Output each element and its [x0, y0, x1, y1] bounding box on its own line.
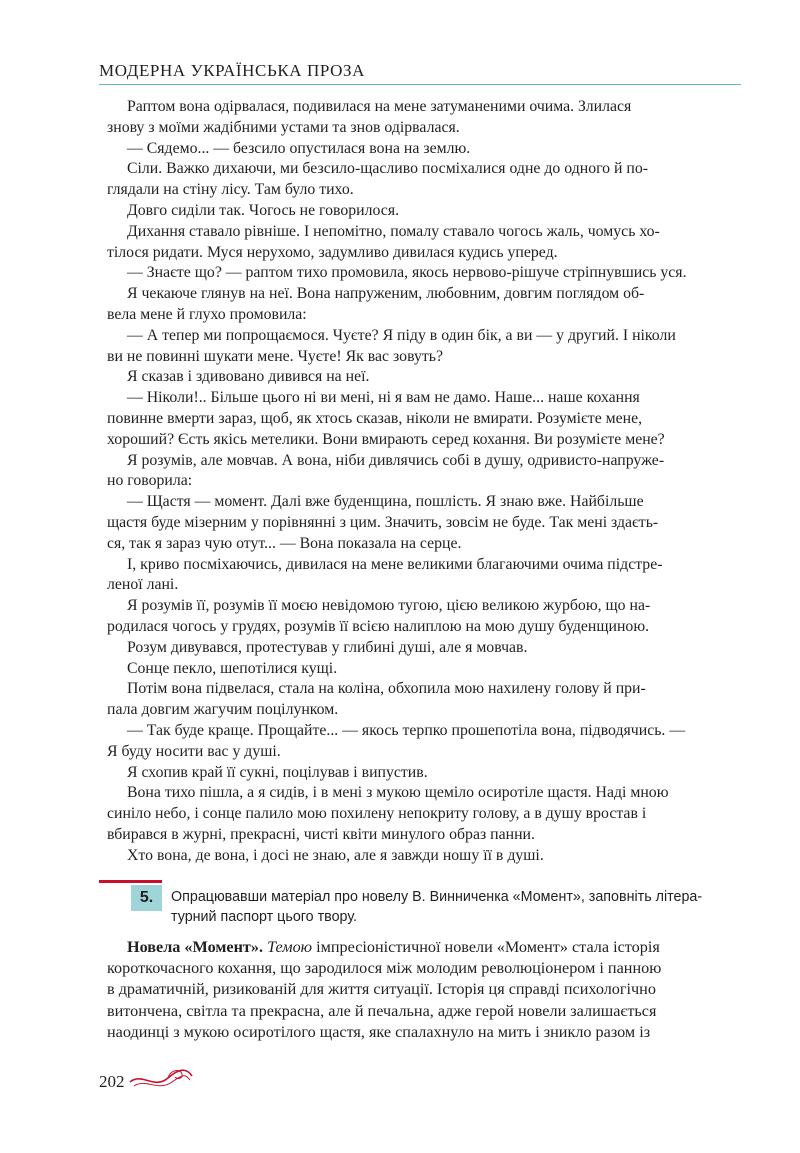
story-line: вбирався в журні, прекрасні, чисті квіти минулого образ панни. [107, 825, 535, 843]
story-line: — А тепер ми попрощаємося. Чуєте? Я піду в один бік, а ви — у другий. І ніколи [127, 326, 676, 344]
answer-line: витончена, світла та прекрасна, але й печальна, адже герой новели залишається [107, 1001, 657, 1020]
answer-italic-word: Темою [267, 938, 313, 956]
task-text [171, 887, 741, 927]
story-line: Я схопив край її сукні, поцілував і випустив. [127, 763, 428, 781]
story-line: повинне вмерти зараз, щоб, як хтось сказав, ніколи не вмирати. Розумієте мене, [107, 409, 643, 427]
answer-line-rest: імпресіоністичної новели «Момент» стала історія [316, 938, 660, 956]
story-line: — Сядемо... — безсило опустилася вона на землю. [127, 139, 471, 157]
story-line: — Ніколи!.. Більше цього ні ви мені, ні я вам не дамо. Наше... наше кохання [127, 389, 640, 407]
flourish-ornament-icon [128, 1066, 194, 1092]
task-accent-bar [99, 880, 162, 883]
page-number: 202 [99, 1072, 125, 1091]
answer-text [107, 937, 735, 1043]
story-line: Довго сиділи так. Чогось не говорилося. [127, 201, 400, 219]
story-line: тілося ридати. Муся нерухомо, задумливо дивилася кудись уперед. [107, 243, 558, 261]
story-text [107, 97, 735, 866]
story-line: знову з моїми жадібними устами та знов одірвалася. [107, 118, 460, 136]
story-line: глядали на стіну лісу. Там було тихо. [107, 181, 354, 199]
answer-line [107, 937, 735, 958]
story-line: Сіли. Важко дихаючи, ми безсило-щасливо посміхалися одне до одного й по- [127, 160, 649, 178]
answer-title: Новела «Момент». [127, 938, 264, 956]
story-line: хороший? Єсть якісь метелики. Вони вмирають серед кохання. Ви розумієте мене? [107, 430, 665, 448]
story-line: Я буду носити вас у душі. [107, 742, 281, 760]
story-line: синіло небо, і сонце палило мою похилену непокриту голову, а в душу вростав і [107, 805, 647, 823]
answer-line: наодинці з мукою осиротілого щастя, яке спалахнуло на мить і зникло разом із [107, 1022, 651, 1041]
page-header-title: МОДЕРНА УКРАЇНСЬКА ПРОЗА [99, 61, 366, 80]
task-block [99, 880, 741, 928]
story-line: но говорила: [107, 472, 193, 490]
task-number-badge: 5. [131, 885, 162, 911]
story-line: ви не повинні шукати мене. Чуєте! Як вас зовуть? [107, 347, 443, 365]
story-line: Я сказав і здивовано дивився на неї. [127, 368, 370, 386]
story-line: вела мене й глухо промовила: [107, 305, 307, 323]
story-line: Раптом вона одірвалася, подивилася на мене затуманеними очима. Злилася [127, 98, 632, 115]
story-line: І, криво посміхаючись, дивилася на мене великими благаючими очима підстре- [127, 555, 663, 573]
story-line: Я чекаюче глянув на неї. Вона напруженим, любовним, довгим поглядом об- [127, 285, 645, 303]
header-rule [99, 84, 741, 85]
story-line: — Знаєте що? — раптом тихо промовила, якось нервово-рішуче стріпнувшись уся. [127, 264, 687, 282]
story-line: леної лані. [107, 576, 179, 594]
story-line: Дихання ставало рівніше. І непомітно, помалу ставало чогось жаль, чомусь хо- [127, 222, 660, 240]
story-line: родилася чогось у грудях, розумів її всією налиплою на мою душу буденщиною. [107, 617, 650, 635]
story-line: — Так буде краще. Прощайте... — якось терпко прошепотіла вона, підводячись. — [127, 721, 686, 739]
story-line: ся, так я зараз чую отут... — Вона показала на серце. [107, 534, 462, 552]
answer-line: короткочасного кохання, що зародилося між молодим революціонером і панною [107, 959, 662, 978]
task-line: турний паспорт цього твору. [171, 909, 358, 925]
story-line: Я розумів, але мовчав. А вона, ніби дивлячись собі в душу, одривисто-напруже- [127, 451, 665, 469]
story-line: Я розумів її, розумів її моєю невідомою тугою, цією великою журбою, що на- [127, 597, 651, 615]
story-line: — Щастя — момент. Далі вже буденщина, пошлість. Я знаю вже. Найбільше [127, 493, 644, 511]
answer-line: в драматичній, ризикованій для життя ситуації. Історія ця справді психологічно [107, 980, 656, 999]
story-line: Розум дивувався, протестував у глибині душі, але я мовчав. [127, 638, 528, 656]
story-line: Потім вона підвелася, стала на коліна, обхопила мою нахилену голову й при- [127, 680, 646, 698]
task-line: Опрацювавши матеріал про новелу В. Винниченка «Момент», заповніть літера- [171, 889, 703, 905]
story-line: Сонце пекло, шепотілися кущі. [127, 659, 338, 677]
story-line: Хто вона, де вона, і досі не знаю, але я завжди ношу її в душі. [127, 846, 544, 864]
story-line: пала довгим жагучим поцілунком. [107, 701, 339, 719]
story-line: Вона тихо пішла, а я сидів, і в мені з мукою щеміло осиротіле щастя. Наді мною [127, 784, 669, 802]
story-line: щастя буде мізерним у порівнянні з цим. Значить, зовсім не буде. Так мені здаєть- [107, 513, 659, 531]
